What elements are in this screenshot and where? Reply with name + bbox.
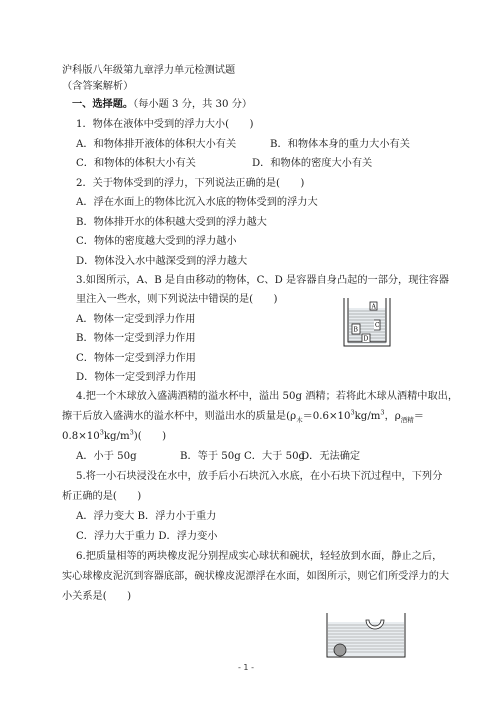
- bump-d-label: D: [363, 335, 369, 343]
- exponent: 3: [380, 408, 385, 417]
- q1-option-a: A．和物体排开液体的体积大小有关: [76, 139, 237, 150]
- section-heading: [72, 98, 252, 111]
- q2-option-d: D．物体没入水中越深受到的浮力越大: [76, 256, 248, 267]
- block-b-label: B: [353, 326, 358, 334]
- q1-option-d: D．和物体的密度大小有关: [252, 158, 373, 169]
- q1-stem: 1．物体在液体中受到的浮力大小( ): [76, 119, 254, 130]
- q6-line3: 小关系是( ): [62, 591, 132, 602]
- q3-option-c: C．物体一定受到浮力作用: [76, 353, 196, 364]
- q4-option-a: A．小于 50g: [76, 451, 137, 462]
- rho-wood-subscript: 木: [296, 416, 303, 425]
- q4-line3-part: kg/m: [103, 431, 130, 442]
- rho-alcohol-subscript: 酒精: [400, 416, 414, 425]
- q3-option-b: B．物体一定受到浮力作用: [76, 333, 196, 344]
- q4-line1: 4.把一个木球放入盛满酒精的溢水杯中，溢出 50g 酒精；若将此木球从酒精中取出，: [76, 391, 459, 402]
- q4-option-b: B．等于 50g: [180, 451, 241, 462]
- q3-option-d: D．物体一定受到浮力作用: [76, 372, 197, 383]
- q4-line3-part: )( ): [133, 431, 167, 442]
- exponent: 3: [129, 428, 134, 437]
- bump-c-label: C: [375, 322, 380, 329]
- section-note: （每小题 3 分，共 30 分）: [133, 99, 253, 110]
- q5-options-cd: C．浮力大于重力 D．浮力变小: [76, 531, 218, 542]
- q5-line1: 5.将一小石块浸没在水中，放手后小石块沉入水底，在小石块下沉过程中，下列分: [76, 471, 443, 482]
- q4-option-d: D．无法确定: [301, 451, 361, 462]
- q1-option-c: C．和物体的体积大小有关: [76, 158, 196, 169]
- exponent: 3: [350, 408, 355, 417]
- q1-option-b: B．和物体本身的重力大小有关: [270, 139, 410, 150]
- q3-option-a: A．物体一定受到浮力作用: [76, 314, 196, 325]
- q4-line2-part: ＝0.6×10: [302, 411, 351, 422]
- block-a-label: A: [371, 303, 376, 311]
- q4-line2: [62, 410, 424, 423]
- q4-line2-part: kg/m: [354, 411, 381, 422]
- q4-line2-part: ，ρ: [384, 411, 401, 422]
- q4-option-c: C．大于 50g: [244, 451, 306, 462]
- q4-line2-part: ＝: [413, 411, 424, 422]
- exponent: 3: [99, 428, 104, 437]
- page-number: - 1 -: [238, 663, 254, 672]
- section-label: 一、选择题。: [72, 98, 134, 110]
- q2-option-a: A．浮在水面上的物体比沉入水底的物体受到的浮力大: [76, 197, 318, 208]
- q2-stem: 2．关于物体受到的浮力，下列说法正确的是( ): [76, 178, 305, 189]
- q3-stem-line2: 里注入一些水，则下列说法中错误的是( ): [76, 294, 278, 305]
- q3-stem-line1: 3.如图所示，A、B 是自由移动的物体，C、D 是容器自身凸起的一部分，现往容器: [76, 275, 449, 286]
- q5-options-ab: A．浮力变大 B．浮力小于重力: [76, 511, 217, 522]
- q4-line2-part: 擦干后放入盛满水的溢水杯中，则溢出水的质量是(ρ: [62, 411, 297, 422]
- q3-container-figure: [340, 296, 392, 348]
- q4-line3-part: 0.8×10: [62, 431, 100, 442]
- q6-container-figure: [326, 612, 406, 658]
- q2-option-b: B．物体排开水的体积越大受到的浮力越大: [76, 217, 267, 228]
- q5-line2: 析正确的是( ): [62, 491, 142, 502]
- solid-ball: [334, 644, 346, 656]
- page-title: 沪科版八年级第九章浮力单元检测试题: [62, 65, 236, 76]
- q6-line2: 实心球橡皮泥沉到容器底部，碗状橡皮泥漂浮在水面，如图所示，则它们所受浮力的大: [62, 571, 450, 582]
- q6-line1: 6.把质量相等的两块橡皮泥分别捏成实心球状和碗状，轻轻放到水面，静止之后，: [76, 551, 443, 562]
- q2-option-c: C．物体的密度越大受到的浮力越小: [76, 236, 237, 247]
- page-subtitle: （含答案解析）: [62, 81, 134, 92]
- q4-line3: [62, 430, 166, 443]
